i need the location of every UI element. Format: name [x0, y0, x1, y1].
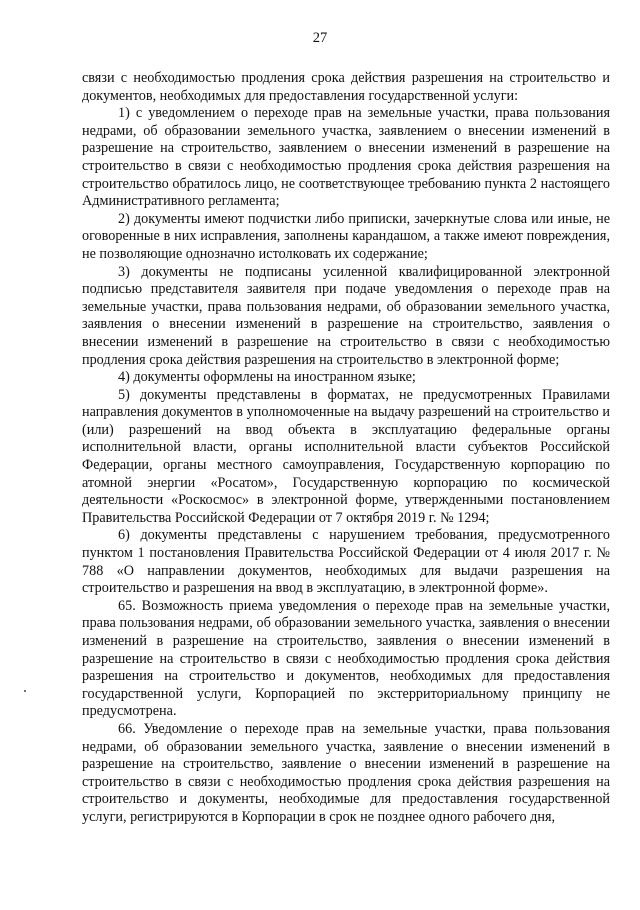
- paragraph-item-2: 2) документы имеют подчистки либо приписки, зачеркнутые слова или иные, не оговоренные в них исправления, заполнены карандашом, а также имеют повреждения, не позволяющие однозначно истолковать их содержание;: [82, 210, 610, 262]
- document-body: [82, 70, 610, 827]
- paragraph-item-1: 1) с уведомлением о переходе прав на земельные участки, права пользования недрами, об образовании земельного участка, заявлением о внесении изменений в разрешение на строительство, заявлением о внесении изменений в разрешение на строительство в связи с необходимостью продления срока действия разрешения на строительство обратилось лицо, не соответствующее требованию пункта 2 настоящего Административного регламента;: [82, 105, 610, 210]
- paragraph-item-3: 3) документы не подписаны усиленной квалифицированной электронной подписью представителя заявителя при подаче уведомления о переходе прав на земельные участки, права пользования недрами, об образовании земельного участка, заявления о внесении изменений в разрешение на строительство, заявления о внесении изменений в разрешение на строительство в связи с необходимостью продления срока действия разрешения на строительство в электронной форме;: [82, 263, 610, 368]
- paragraph-item-6: 6) документы представлены с нарушением требования, предусмотренного пунктом 1 постановления Правительства Российской Федерации от 4 июля 2017 г. № 788 «О направлении документов, необходимых для выдачи разрешения на строительство и разрешения на ввод в эксплуатацию, в электронной форме».: [82, 527, 610, 597]
- scan-speck: [24, 690, 26, 692]
- paragraph-continuation: связи с необходимостью продления срока действия разрешения на строительство и документов, необходимых для предоставления государственной услуги:: [82, 70, 610, 104]
- paragraph-66: 66. Уведомление о переходе прав на земельные участки, права пользования недрами, об образовании земельного участка, заявление о внесении изменений в разрешение на строительство, заявление о внесении изменений в разрешение на строительство в связи с необходимостью продления срока действия разрешения на строительство и документы, необходимые для предоставления государственной услуги, регистрируются в Корпорации в срок не позднее одного рабочего дня,: [82, 720, 610, 825]
- paragraph-item-4: 4) документы оформлены на иностранном языке;: [118, 369, 416, 386]
- paragraph-item-5: 5) документы представлены в форматах, не предусмотренных Правилами направления документов в уполномоченные на выдачу разрешений на строительство и (или) разрешений на ввод объекта в эксплуатацию федеральные органы исполнительной власти, органы исполнительной власти субъектов Российской Федерации, органы местного самоуправления, Государственную корпорацию по атомной энергии «Росатом», Государственную корпорацию по космической деятельности «Роскосмос» в электронной форме, утвержденными постановлением Правительства Российской Федерации от 7 октября 2019 г. № 1294;: [82, 386, 610, 526]
- paragraph-65: 65. Возможность приема уведомления о переходе прав на земельные участки, права пользования недрами, об образовании земельного участка, заявления о внесении изменений в разрешение на строительство, заявления о внесении изменений в разрешение на строительство в связи с необходимостью продления срока действия разрешения на строительство и документов, необходимых для предоставления государственной услуги, Корпорацией по экстерриториальному принципу не предусмотрена.: [82, 597, 610, 720]
- page-number: 27: [312, 30, 328, 46]
